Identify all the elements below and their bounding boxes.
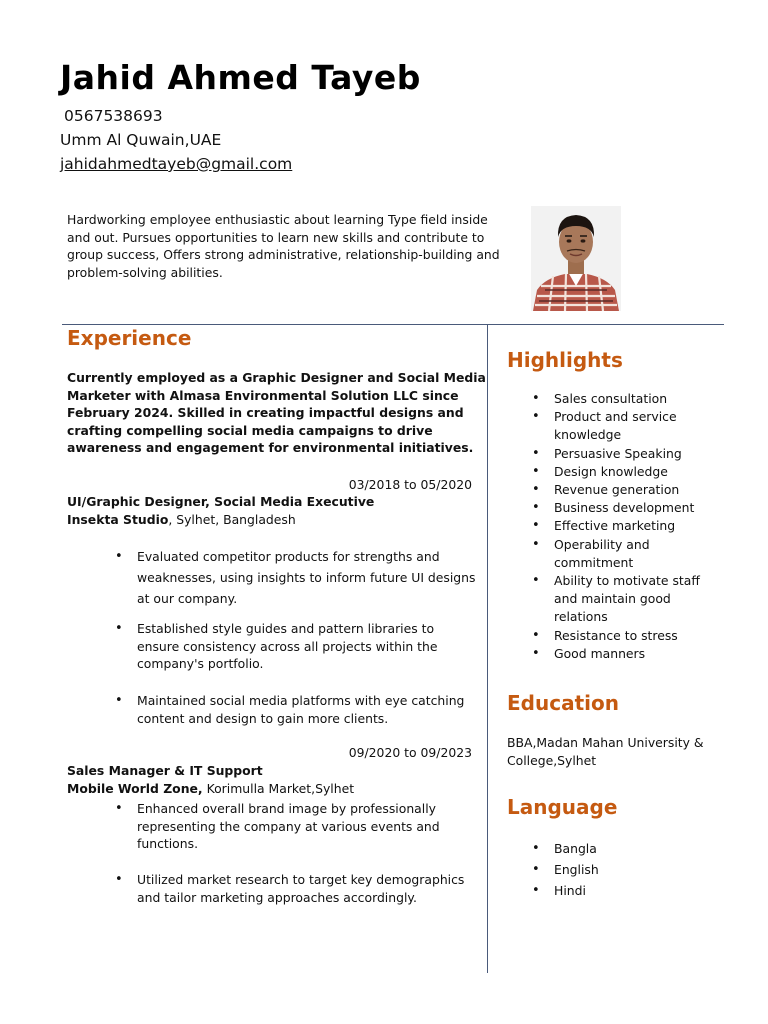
list-item: • Sales consultation bbox=[554, 390, 724, 408]
list-item: • Utilized market research to target key demographics and tailor marketing approaches accordingly. bbox=[137, 871, 477, 906]
list-item: • Evaluated competitor products for strengths and weaknesses, using insights to inform future UI designs at our company. bbox=[137, 546, 477, 609]
job-location: Korimulla Market,Sylhet bbox=[202, 780, 355, 796]
address: Umm Al Quwain,UAE bbox=[60, 131, 222, 149]
list-item: • Maintained social media platforms with eye catching content and design to gain more clients. bbox=[137, 692, 477, 727]
job-location: , Sylhet, Bangladesh bbox=[168, 511, 296, 527]
candidate-name: Jahid Ahmed Tayeb bbox=[60, 58, 421, 97]
list-item: • Revenue generation bbox=[554, 481, 724, 499]
highlights-heading: Highlights bbox=[507, 348, 623, 372]
list-item: • Effective marketing bbox=[554, 517, 724, 535]
list-item: • Design knowledge bbox=[554, 463, 724, 481]
profile-summary: Hardworking employee enthusiastic about learning Type field inside and out. Pursues opportunities to learn new skills and contribute to group success, Offers strong administrative, relationship-building and problem-solving abilities. bbox=[67, 212, 500, 280]
language-heading: Language bbox=[507, 795, 618, 819]
list-item: • Resistance to stress bbox=[554, 627, 724, 645]
list-item: • Enhanced overall brand image by professionally representing the company at various events and functions. bbox=[137, 800, 477, 853]
job-role: UI/Graphic Designer, Social Media Executive bbox=[67, 494, 375, 509]
vertical-divider bbox=[487, 325, 488, 973]
list-item: • Operability and commitment bbox=[554, 536, 724, 572]
list-item: • Hindi bbox=[554, 880, 724, 901]
list-item: • Good manners bbox=[554, 645, 724, 663]
horizontal-divider bbox=[62, 324, 724, 325]
experience-heading: Experience bbox=[67, 326, 192, 350]
list-item: • English bbox=[554, 859, 724, 880]
job-dates: 09/2020 to 09/2023 bbox=[348, 745, 472, 760]
job-role: Sales Manager & IT Support bbox=[67, 763, 263, 778]
person-photo-icon bbox=[531, 206, 621, 311]
language-list bbox=[554, 838, 724, 901]
job-entry bbox=[67, 493, 374, 528]
experience-intro: Currently employed as a Graphic Designer and Social Media Marketer with Almasa Environmental Solution LLC since February 2024. Skilled in creating impactful designs and crafting compelling social media campaigns to drive awareness and engagement for environmental initiatives. bbox=[67, 370, 486, 455]
list-item: • Business development bbox=[554, 499, 724, 517]
job-dates: 03/2018 to 05/2020 bbox=[348, 477, 472, 492]
job-company: Insekta Studio bbox=[67, 511, 169, 527]
list-item: • Established style guides and pattern libraries to ensure consistency across all projects within the company's portfolio. bbox=[137, 620, 477, 673]
highlights-list bbox=[554, 390, 724, 663]
job-company: Mobile World Zone, bbox=[67, 780, 203, 796]
profile-photo bbox=[531, 206, 621, 311]
list-item: • Product and service knowledge bbox=[554, 408, 724, 444]
list-item: • Bangla bbox=[554, 838, 724, 859]
list-item: • Ability to motivate staff and maintain good relations bbox=[554, 572, 724, 627]
job-entry bbox=[67, 762, 354, 797]
education-heading: Education bbox=[507, 691, 619, 715]
phone-number: 0567538693 bbox=[64, 107, 163, 125]
education-entry: BBA,Madan Mahan University & College,Sylhet bbox=[507, 735, 704, 768]
email-link[interactable]: jahidahmedtayeb@gmail.com bbox=[60, 155, 293, 173]
list-item: • Persuasive Speaking bbox=[554, 445, 724, 463]
